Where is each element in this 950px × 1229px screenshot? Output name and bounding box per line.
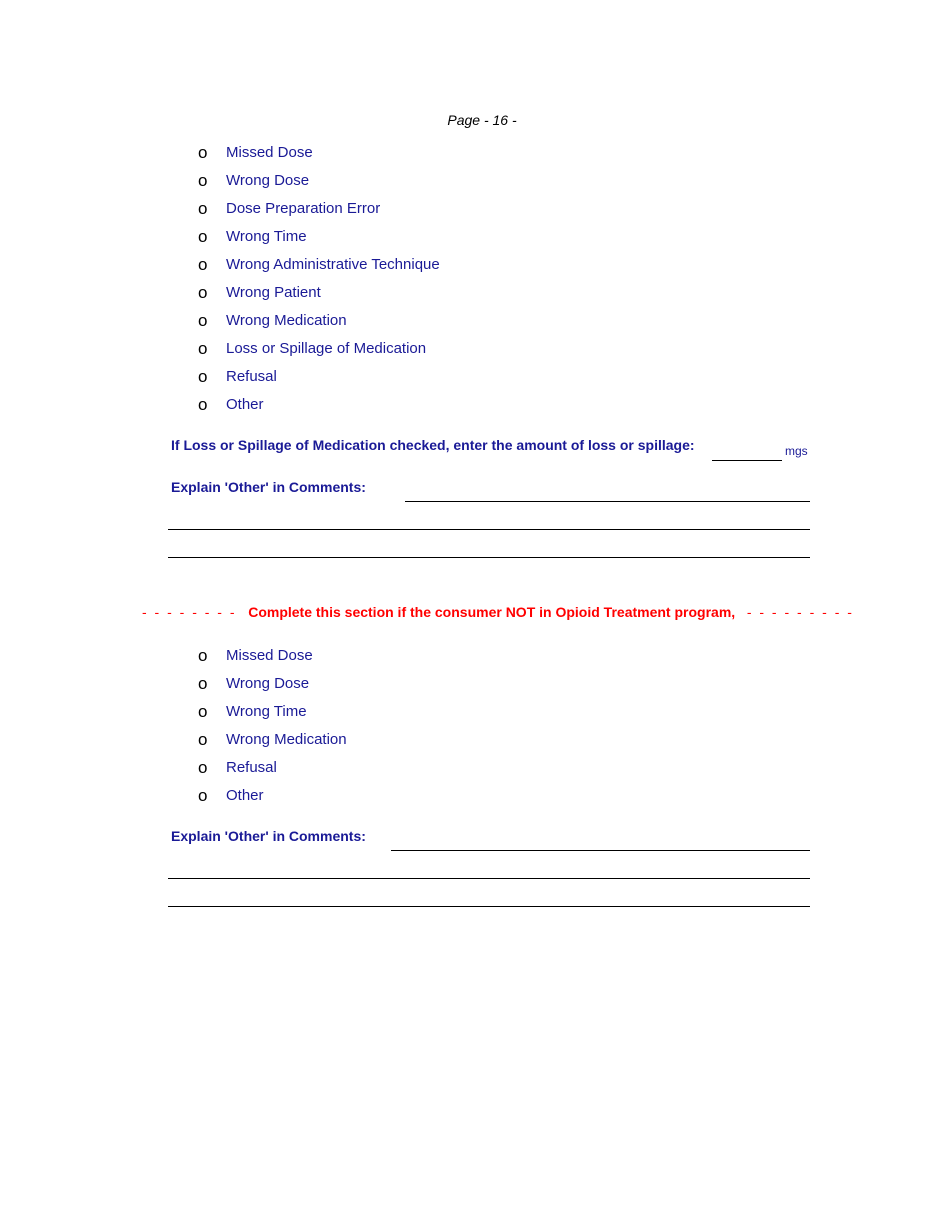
comments2-line-2[interactable] [168,878,810,879]
banner-text: Complete this section if the consumer NOT in Opioid Treatment program, [248,604,736,620]
radio-bullet[interactable]: o [198,199,208,218]
radio-bullet[interactable]: o [198,646,208,665]
banner-left-dashes: - - - - - - - - [142,604,237,620]
radio-bullet[interactable]: o [198,730,208,749]
option-label: Missed Dose [226,144,313,161]
option-label: Other [226,396,264,413]
option-refusal[interactable] [198,367,277,387]
option-wrong-dose[interactable] [198,171,309,191]
explain-other-label: Explain 'Other' in Comments: [171,479,366,495]
option-other[interactable] [198,395,264,415]
radio-bullet[interactable]: o [198,367,208,386]
radio-bullet[interactable]: o [198,311,208,330]
option2-missed-dose[interactable] [198,646,313,666]
comments-line-3[interactable] [168,557,810,558]
option-label: Other [226,787,264,804]
radio-bullet[interactable]: o [198,702,208,721]
option2-wrong-dose[interactable] [198,674,309,694]
radio-bullet[interactable]: o [198,758,208,777]
radio-bullet[interactable]: o [198,674,208,693]
option-loss-or-spillage[interactable] [198,339,426,359]
option-dose-preparation-error[interactable] [198,199,380,219]
explain-other-label-2: Explain 'Other' in Comments: [171,828,366,844]
option-wrong-patient[interactable] [198,283,321,303]
option-wrong-administrative-technique[interactable] [198,255,440,275]
radio-bullet[interactable]: o [198,339,208,358]
radio-bullet[interactable]: o [198,171,208,190]
page-number: Page - 16 - [447,112,517,128]
spillage-unit: mgs [785,444,808,458]
option-label: Wrong Dose [226,172,310,189]
option2-wrong-time[interactable] [198,702,307,722]
option-label: Wrong Patient [226,284,321,301]
option-label: Wrong Medication [226,312,347,329]
option-label: Refusal [226,759,277,776]
option-label: Wrong Time [226,703,307,720]
radio-bullet[interactable]: o [198,255,208,274]
comments-line-1[interactable] [405,501,810,502]
option-label: Wrong Medication [226,731,347,748]
radio-bullet[interactable]: o [198,227,208,246]
option2-refusal[interactable] [198,758,277,778]
option2-other[interactable] [198,786,264,806]
option-wrong-medication[interactable] [198,311,347,331]
option2-wrong-medication[interactable] [198,730,347,750]
option-label: Wrong Time [226,228,307,245]
radio-bullet[interactable]: o [198,143,208,162]
comments2-line-3[interactable] [168,906,810,907]
comments2-line-1[interactable] [391,850,810,851]
option-label: Refusal [226,368,277,385]
radio-bullet[interactable]: o [198,786,208,805]
option-missed-dose[interactable] [198,143,313,163]
option-label: Dose Preparation Error [226,200,381,217]
banner-right-dashes: - - - - - - - - - [746,604,854,620]
option-label: Loss or Spillage of Medication [226,340,427,357]
comments-line-2[interactable] [168,529,810,530]
option-label: Missed Dose [226,647,313,664]
option-label: Wrong Administrative Technique [226,256,440,273]
spillage-prompt: If Loss or Spillage of Medication checked, enter the amount of loss or spillage: [171,437,695,453]
option-label: Wrong Dose [226,675,310,692]
option-wrong-time[interactable] [198,227,307,247]
section-banner [142,604,854,620]
radio-bullet[interactable]: o [198,395,208,414]
spillage-amount-field[interactable] [712,460,782,461]
radio-bullet[interactable]: o [198,283,208,302]
